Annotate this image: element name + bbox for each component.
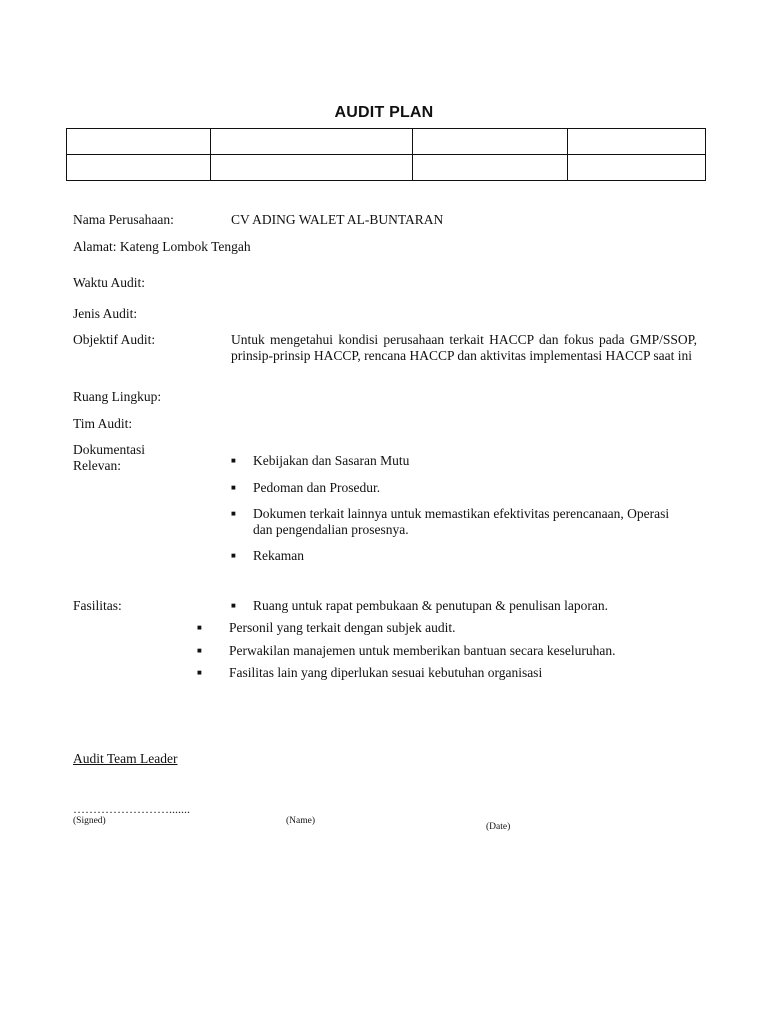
list-item: Personil yang terkait dengan subjek audit.	[229, 620, 456, 635]
audit-time-label: Waktu Audit:	[73, 275, 146, 290]
name-caption: (Name)	[286, 816, 316, 826]
bullet-icon: ■	[197, 668, 202, 677]
table-cell	[413, 155, 568, 181]
bullet-icon: ■	[197, 646, 202, 655]
address-text: Alamat: Kateng Lombok Tengah	[73, 239, 251, 254]
table-cell	[568, 129, 706, 155]
facilities-label: Fasilitas:	[73, 598, 122, 613]
list-item: Fasilitas lain yang diperlukan sesuai kebutuhan organisasi	[229, 665, 543, 680]
list-item: Ruang untuk rapat pembukaan & penutupan & penulisan laporan.	[253, 598, 609, 613]
list-item: Kebijakan dan Sasaran Mutu	[253, 453, 410, 468]
bullet-icon: ■	[197, 623, 202, 632]
documentation-label-line2: Relevan:	[73, 458, 121, 473]
list-item: Pedoman dan Prosedur.	[253, 480, 381, 495]
list-item: Dokumen terkait lainnya untuk memastikan efektivitas perencanaan, Operasi	[253, 506, 670, 521]
scope-label: Ruang Lingkup:	[73, 389, 162, 404]
table-cell	[211, 155, 413, 181]
bullet-icon: ■	[231, 456, 236, 465]
list-item: Rekaman	[253, 548, 304, 563]
signature-dotted-line: …………………….......	[73, 802, 190, 816]
bullet-icon: ■	[231, 509, 236, 518]
audit-objective-value: Untuk mengetahui kondisi perusahaan terkait HACCP dan fokus pada GMP/SSOP, prinsip-prinsip HACCP, rencana HACCP dan aktivitas implementasi HACCP saat ini	[231, 332, 697, 363]
table-row	[67, 129, 706, 155]
date-caption: (Date)	[486, 822, 511, 832]
audit-objective-label: Objektif Audit:	[73, 332, 156, 347]
table-cell	[67, 155, 211, 181]
list-item-continuation: dan pengendalian prosesnya.	[253, 522, 409, 537]
company-name-value: CV ADING WALET AL-BUNTARAN	[231, 212, 444, 227]
bullet-icon: ■	[231, 601, 236, 610]
document-title: AUDIT PLAN	[334, 104, 434, 121]
signed-caption: (Signed)	[73, 816, 106, 826]
audit-team-leader-label: Audit Team Leader	[73, 751, 178, 766]
company-name-label: Nama Perusahaan:	[73, 212, 174, 227]
table-cell	[211, 129, 413, 155]
audit-type-label: Jenis Audit:	[73, 306, 138, 321]
table-cell	[413, 129, 568, 155]
bullet-icon: ■	[231, 483, 236, 492]
documentation-label-line1: Dokumentasi	[73, 442, 145, 457]
header-table	[66, 128, 706, 181]
bullet-icon: ■	[231, 551, 236, 560]
table-row	[67, 155, 706, 181]
audit-team-label: Tim Audit:	[73, 416, 133, 431]
table-cell	[67, 129, 211, 155]
table-cell	[568, 155, 706, 181]
list-item: Perwakilan manajemen untuk memberikan bantuan secara keseluruhan.	[229, 643, 616, 658]
